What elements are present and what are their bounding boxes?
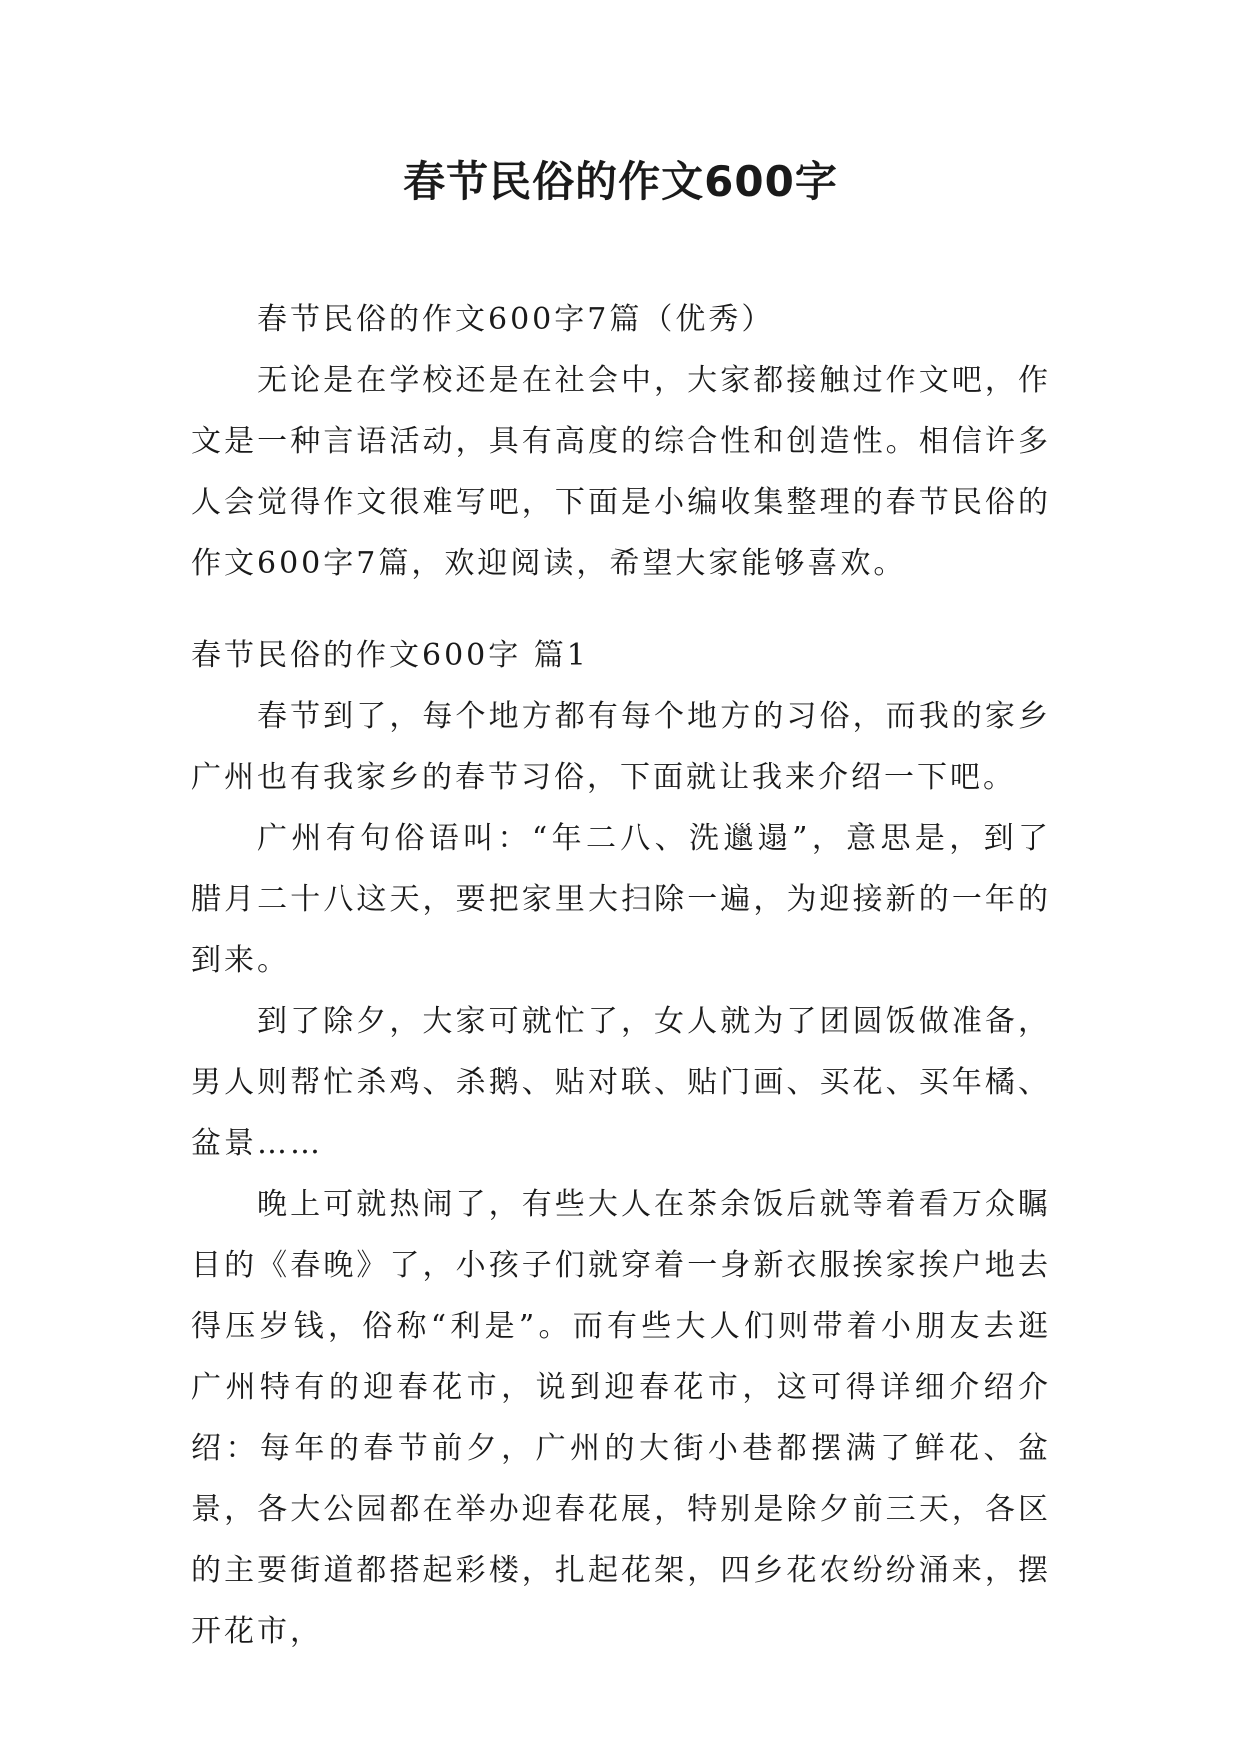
document-title: 春节民俗的作文600字: [403, 157, 838, 206]
section-1-paragraph: 晚上可就热闹了，有些大人在茶余饭后就等着看万众瞩目的《春晚》了，小孩子们就穿着一身新衣服挨家挨户地去得压岁钱，俗称“利是”。而有些大人们则带着小朋友去逛广州特有的迎春花市，说到迎春花市，这可得详细介绍介绍：每年的春节前夕，广州的大街小巷都摆满了鲜花、盆景，各大公园都在举办迎春花展，特别是除夕前三天，各区的主要街道都搭起彩楼，扎起花架，四乡花农纷纷涌来，摆开花市，: [191, 1187, 1051, 1649]
intro-paragraph: 无论是在学校还是在社会中，大家都接触过作文吧，作文是一种言语活动，具有高度的综合性和创造性。相信许多人会觉得作文很难写吧，下面是小编收集整理的春节民俗的作文600字7篇，欢迎阅读，希望大家能够喜欢。: [191, 363, 1051, 581]
section-1-paragraph: 广州有句俗语叫：“年二八、洗邋遢”，意思是，到了腊月二十八这天，要把家里大扫除一遍，为迎接新的一年的到来。: [191, 821, 1051, 978]
intro-subtitle: 春节民俗的作文600字7篇（优秀）: [257, 302, 775, 337]
intro-block: [191, 289, 1051, 594]
section-1-paragraph: 到了除夕，大家可就忙了，女人就为了团圆饭做准备，男人则帮忙杀鸡、杀鹅、贴对联、贴门画、买花、买年橘、盆景……: [191, 1004, 1051, 1161]
section-1: [191, 625, 1051, 1662]
section-1-heading: 春节民俗的作文600字 篇1: [191, 638, 589, 673]
section-1-paragraph: 春节到了，每个地方都有每个地方的习俗，而我的家乡广州也有我家乡的春节习俗，下面就让我来介绍一下吧。: [191, 699, 1051, 795]
